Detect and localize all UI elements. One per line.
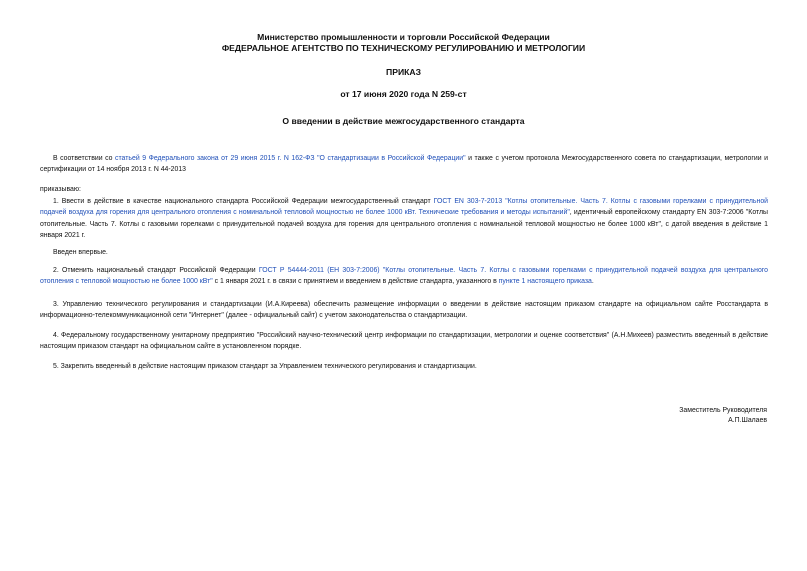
paragraph-item-2	[40, 265, 768, 288]
item-2-text-1: 2. Отменить национальный стандарт Российской Федерации	[53, 267, 259, 274]
paragraph-order-word: приказываю:	[40, 186, 81, 193]
signatory-position: Заместитель Руководителя	[679, 407, 767, 414]
document-type: ПРИКАЗ	[386, 67, 421, 77]
item-1-text-2: , идентичный европейскому стандарту EN 303-7:2006 "Котлы отопительные. Часть 7. Котлы с газовыми горелками с принудительной подачей воздуха для горения для центрального отопления с номинальной тепловой мощностью не более 1000 кВт", с датой введения в действие 1 января 2021 г.	[40, 209, 768, 240]
paragraph-item-1	[40, 196, 768, 242]
gost-en-303-7-link[interactable]: ГОСТ EN 303-7-2013 "Котлы отопительные. Часть 7. Котлы с газовыми горелками с принудительной подачей воздуха для горения для центрального отопления с номинальной тепловой мощностью не более 1000 кВт. Технические требования и методы испытаний"	[40, 198, 768, 217]
item-2-text-2: с 1 января 2021 г. в связи с принятием и введением в действие стандарта, указанного в	[212, 278, 499, 286]
gost-r-54444-link[interactable]: ГОСТ Р 54444-2011 (ЕН 303-7:2006) "Котлы отопительные. Часть 7. Котлы с газовыми горелками с принудительной подачей воздуха для центрального отопления с тепловой мощностью не более 1000 кВт"	[40, 267, 768, 286]
signatory-name: А.П.Шалаев	[728, 417, 767, 424]
paragraph-introduced-first: Введен впервые.	[53, 249, 108, 256]
paragraph-preamble	[40, 153, 768, 176]
preamble-text-2: и также с учетом протокола Межгосударственного совета по стандартизации, метрологии и сертификации от 14 ноября 2013 г. N 44-2013	[40, 155, 768, 174]
ministry-name: Министерство промышленности и торговли Российской Федерации	[257, 32, 550, 42]
paragraph-item-5: 5. Закрепить введенный в действие настоящим приказом стандарт за Управлением технического регулирования и стандартизации.	[53, 363, 477, 370]
law-article-link[interactable]: статьей 9 Федерального закона от 29 июня 2015 г. N 162-ФЗ "О стандартизации в Российской Федерации"	[115, 155, 466, 162]
item-1-reference-link[interactable]: пункте 1 настоящего приказа	[498, 278, 592, 286]
item-1-text-1: 1. Ввести в действие в качестве национального стандарта Российской Федерации межгосударственный стандарт	[53, 198, 434, 205]
document-title: О введении в действие межгосударственного стандарта	[282, 116, 525, 126]
item-2-text-3: .	[591, 278, 594, 286]
document-date-number: от 17 июня 2020 года N 259-ст	[340, 89, 467, 99]
agency-name: ФЕДЕРАЛЬНОЕ АГЕНТСТВО ПО ТЕХНИЧЕСКОМУ РЕГУЛИРОВАНИЮ И МЕТРОЛОГИИ	[221, 43, 586, 53]
paragraph-item-3: 3. Управлению технического регулирования и стандартизации (И.А.Киреева) обеспечить размещение информации о введении в действие настоящим приказом стандарте на официальном сайте Росстандарта в информационно-телекоммуникационной сети "Интернет" (далее - официальный сайт) с учетом законодательства о стандартизации.	[40, 301, 768, 320]
preamble-text-1: В соответствии со	[53, 155, 116, 162]
paragraph-item-4: 4. Федеральному государственному унитарному предприятию "Российский научно-технический центр информации по стандартизации, метрологии и оценке соответствия" (А.Н.Михеев) разместить введенный в действие настоящим приказом стандарт на официальном сайте в установленном порядке.	[40, 332, 768, 351]
